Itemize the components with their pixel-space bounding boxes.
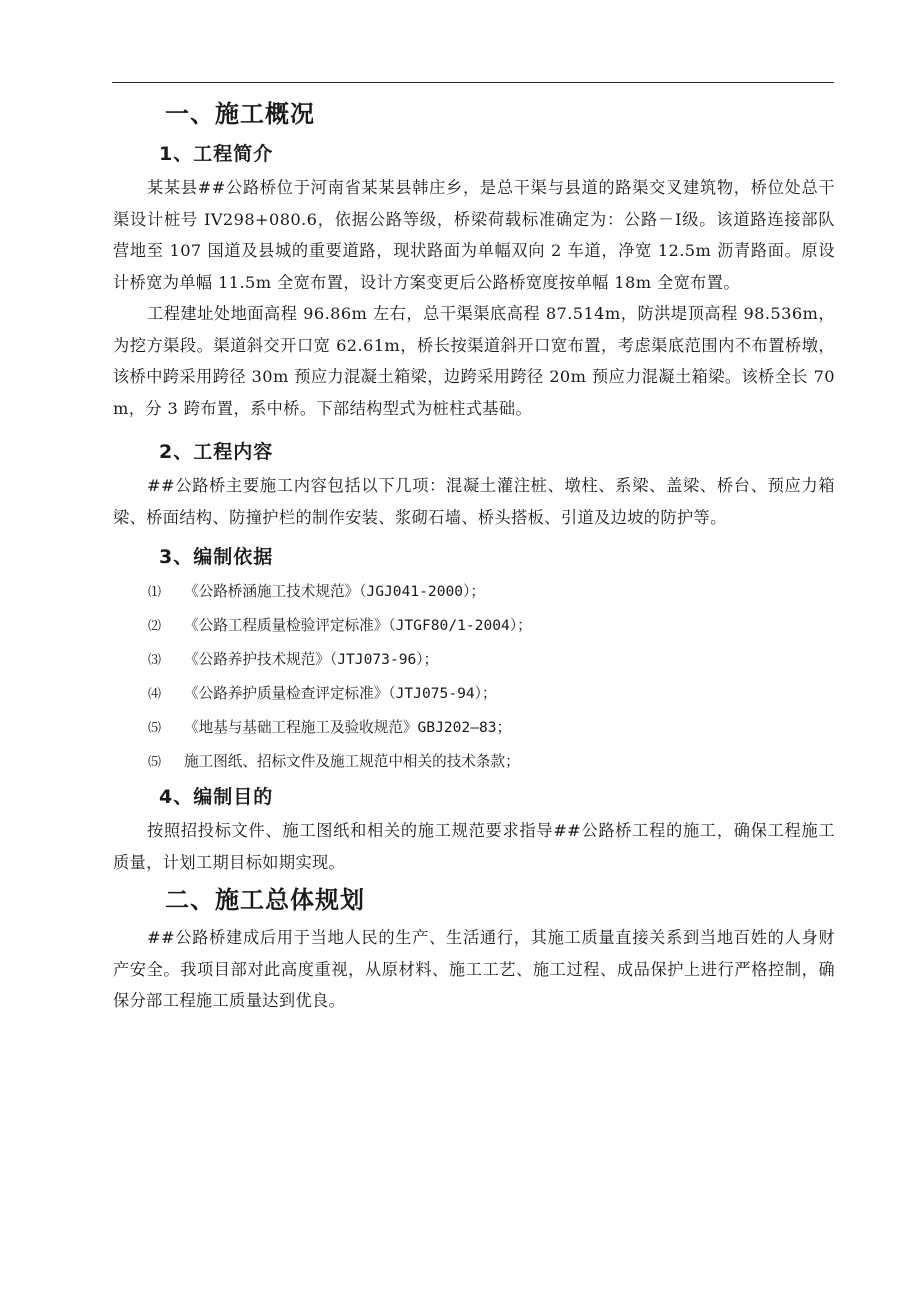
reference-number: ⑵ bbox=[148, 619, 162, 634]
reference-item bbox=[113, 677, 835, 711]
reference-text: 施工图纸、招标文件及施工规范中相关的技术条款； bbox=[184, 753, 520, 770]
project-intro-paragraph-1: 某某县##公路桥位于河南省某某县韩庄乡，是总干渠与县道的路渠交叉建筑物，桥位处总干渠设计桩号 IV298+080.6，依据公路等级，桥梁荷载标准确定为：公路－Ⅰ级。该道路连接部队营地至 107 国道及县城的重要道路，现状路面为单幅双向 2 车道，净宽 12.5m 沥青路面。原设计桥宽为单幅 11.5m 全宽布置，设计方案变更后公路桥宽度按单幅 18m 全宽布置。 bbox=[113, 178, 835, 292]
purpose-paragraph: 按照招投标文件、施工图纸和相关的施工规范要求指导##公路桥工程的施工，确保工程施工质量，计划工期目标如期实现。 bbox=[113, 821, 835, 872]
reference-text: 《公路养护质量检查评定标准》（JTJ075-94）； bbox=[184, 685, 497, 702]
reference-item bbox=[113, 643, 835, 677]
reference-text: 《地基与基础工程施工及验收规范》GBJ202—83； bbox=[184, 719, 512, 736]
section-1-title: 一、施工概况 bbox=[165, 100, 315, 128]
reference-item bbox=[113, 609, 835, 643]
reference-text: 《公路桥涵施工技术规范》（JGJ041-2000）； bbox=[184, 583, 485, 600]
reference-text: 《公路养护技术规范》（JTJ073-96）； bbox=[184, 651, 439, 668]
project-intro-paragraph-2: 工程建址处地面高程 96.86m 左右，总干渠渠底高程 87.514m，防洪堤顶高程 98.536m，为挖方渠段。渠道斜交开口宽 62.61m，桥长按渠道斜开口宽布置，考虑渠底范围内不布置桥墩，该桥中跨采用跨径 30m 预应力混凝土箱梁，边跨采用跨径 20m 预应力混凝土箱梁。该桥全长 70m，分 3 跨布置，系中桥。下部结构型式为桩柱式基础。 bbox=[113, 304, 835, 418]
reference-number: ⑸ bbox=[148, 721, 162, 736]
subsection-3-title: 3、编制依据 bbox=[159, 546, 274, 568]
reference-item bbox=[113, 711, 835, 745]
reference-item bbox=[113, 745, 835, 779]
reference-number: ⑶ bbox=[148, 653, 162, 668]
document-body bbox=[113, 92, 835, 1017]
reference-number: ⑸ bbox=[148, 755, 162, 770]
reference-item bbox=[113, 575, 835, 609]
section-2-title: 二、施工总体规划 bbox=[165, 886, 365, 914]
planning-paragraph: ##公路桥建成后用于当地人民的生产、生活通行，其施工质量直接关系到当地百姓的人身财产安全。我项目部对此高度重视，从原材料、施工工艺、施工过程、成品保护上进行严格控制，确保分部工程施工质量达到优良。 bbox=[113, 928, 835, 1010]
subsection-1-title: 1、工程简介 bbox=[159, 143, 274, 165]
subsection-2-title: 2、工程内容 bbox=[159, 441, 274, 463]
reference-number: ⑴ bbox=[148, 585, 162, 600]
reference-list bbox=[113, 575, 835, 779]
project-content-paragraph: ##公路桥主要施工内容包括以下几项：混凝土灌注桩、墩柱、系梁、盖梁、桥台、预应力箱梁、桥面结构、防撞护栏的制作安装、浆砌石墙、桥头搭板、引道及边坡的防护等。 bbox=[113, 476, 835, 527]
reference-text: 《公路工程质量检验评定标准》（JTGF80/1-2004）； bbox=[184, 617, 532, 634]
reference-number: ⑷ bbox=[148, 687, 162, 702]
header-rule bbox=[112, 82, 834, 83]
subsection-4-title: 4、编制目的 bbox=[159, 786, 274, 808]
